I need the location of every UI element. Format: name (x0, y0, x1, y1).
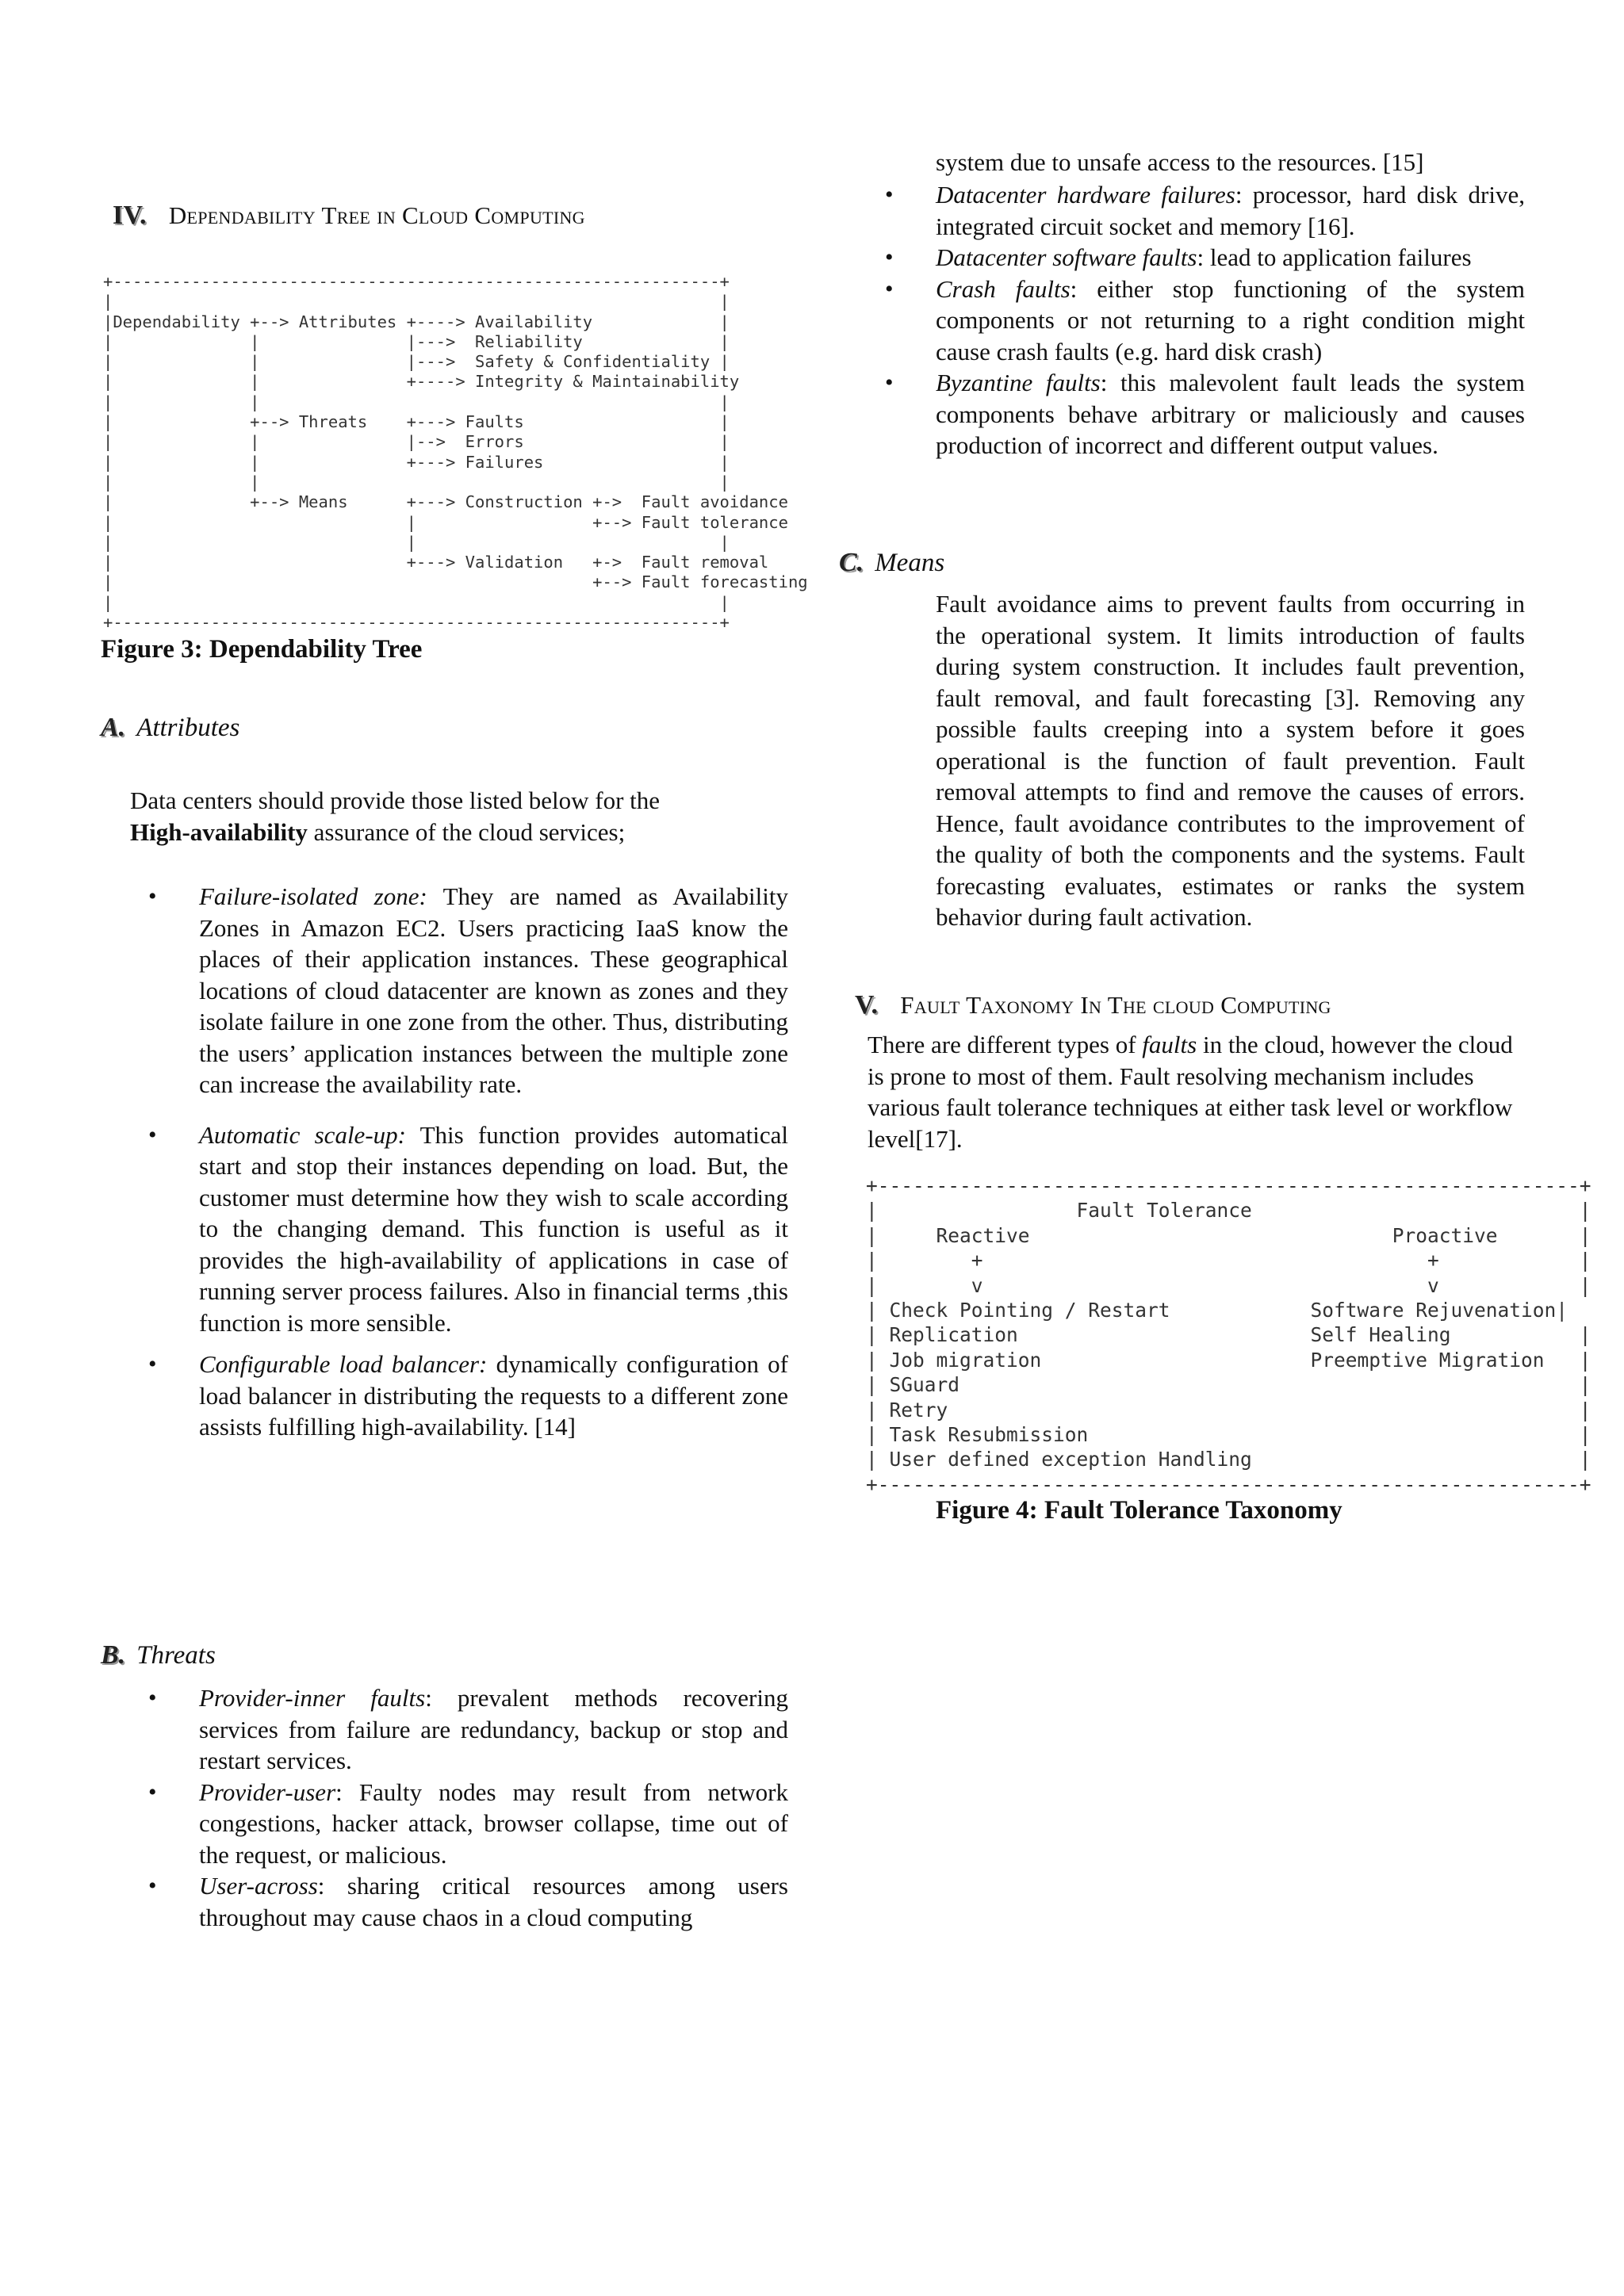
subsection-a-title: Attributes (136, 714, 240, 742)
list-item: • Automatic scale-up: This function provides automatical start and stop their instances depending on load. But, the customer must determine how they wish to scale according to the changing demand. This function is useful as it provides the high-availability of applications in case of running server process failures. Also in financial terms ,this function is more sensible. (148, 1120, 788, 1337)
figure-line: | Fault Tolerance | (866, 1199, 1591, 1223)
means-paragraph: Fault avoidance aims to prevent faults from occurring in the operational system. It limits introduction of faults during system construction. It includes fault prevention, fault removal, and fault forecasting [3]. Removing any possible faults creeping into a system before it goes operational is the function of fault prevention. Fault removal attempts to find and remove the causes of errors. Hence, fault avoidance contributes to the improvement of the quality of both the components and the systems. Fault forecasting evaluates, estimates or ranks the system behavior during fault activation. (936, 590, 1525, 931)
section-5-heading (855, 989, 1331, 1023)
figure-line: | Replication Self Healing | (866, 1323, 1591, 1347)
list-item-term: Provider-inner faults (199, 1684, 426, 1712)
attributes-list (148, 881, 788, 1443)
figure-line: | User defined exception Handling | (866, 1448, 1591, 1471)
list-item-term: Crash faults (936, 274, 1071, 303)
list-item: • Crash faults: either stop functioning of the system components or not returning to a right condition might cause crash faults (e.g. hard disk crash) (885, 274, 1525, 365)
figure-line: | | +---> Failures | (103, 452, 730, 472)
figure-3-lines (103, 272, 808, 633)
list-item: • Provider-inner faults: prevalent methods recovering services from failure are redundancy, backup or stop and restart services. (148, 1684, 788, 1774)
figure-line: | | | (103, 532, 730, 552)
figure-line: | +---> Validation +-> Fault removal (103, 553, 769, 572)
figure-line: | | |---> Reliability | (103, 331, 730, 351)
figure-line: | +--> Means +---> Construction +-> Fault avoidance (103, 492, 788, 512)
figure-line: |Dependability +--> Attributes +----> Availability | (103, 312, 730, 331)
list-item-term: Datacenter hardware failures (936, 181, 1235, 209)
figure-3-caption: Figure 3: Dependability Tree (101, 635, 423, 664)
figure-line: +------------------------------------------------------------+ (866, 1174, 1591, 1197)
figure-line: | SGuard | (866, 1373, 1591, 1397)
subsection-c-heading (839, 547, 944, 580)
section-5-text-pre: There are different types of (868, 1031, 1136, 1058)
section-5-text-italic: faults (1142, 1031, 1197, 1058)
subsection-a-heading (101, 712, 239, 744)
dependability-tree-figure (103, 272, 808, 633)
list-item-term: Provider-user (199, 1777, 336, 1806)
figure-line: +--------------------------------------------------------------+ (103, 613, 730, 633)
subsection-c-title: Means (875, 549, 945, 577)
figure-line: | | |--> Errors | (103, 432, 730, 452)
subsection-b-heading (101, 1640, 216, 1672)
figure-line: | Task Resubmission | (866, 1423, 1591, 1447)
subsection-a-letter: A. (101, 713, 126, 742)
figure-line: | Check Pointing / Restart Software Rejuvenation| (866, 1299, 1568, 1322)
list-item-text: : either stop functioning of the system components or not returning to a right condition might cause crash faults (e.g. hard disk crash) (936, 274, 1525, 365)
list-item-text: : this malevolent fault leads the system components behave arbitrary or maliciously and causes production of incorrect and different output values. (936, 369, 1525, 459)
section-5-text-post: in the cloud, however the cloud is prone to most of them. Fault resolving mechanism includes various fault tolerance techniques at either task level or workflow level[17]. (868, 1031, 1513, 1153)
figure-line: +------------------------------------------------------------+ (866, 1472, 1591, 1496)
list-item: • Datacenter software faults: lead to application failures (885, 243, 1472, 271)
figure-line: | +--> Threats +---> Faults | (103, 412, 730, 432)
figure-line: | | +----> Integrity & Maintainability (103, 372, 740, 392)
list-item-term: Configurable load balancer: (199, 1350, 488, 1378)
list-item-term: Failure-isolated zone: (199, 882, 427, 910)
figure-line: | | |---> Safety & Confidentiality | (103, 352, 730, 372)
list-item-text: : Faulty nodes may result from network congestions, hacker attack, browser collapse, time out of the request, or malicious. (199, 1777, 788, 1869)
figure-line: | | | (103, 392, 730, 411)
subsection-c-letter: C. (839, 548, 864, 577)
figure-line: | Reactive Proactive | (866, 1223, 1591, 1247)
figure-line: | v v | (866, 1273, 1591, 1297)
figure-line: | | (103, 592, 730, 612)
section-5-title: Fault Taxonomy In The cloud Computing (900, 991, 1331, 1019)
list-item-text: This function provides automatical start and stop their instances depending on load. But, the customer must determine how they wish to scale according to the changing demand. This function is useful as it provides the high-availability of applications in case of running server process failures. Also in financial terms ,this function is more sensible. (199, 1120, 788, 1337)
list-item: • Byzantine faults: this malevolent fault leads the system components behave arbitrary or maliciously and causes production of incorrect and different output values. (885, 369, 1525, 459)
attributes-intro (130, 785, 820, 848)
list-item-term: User-across (199, 1872, 318, 1900)
list-item: • Configurable load balancer: dynamically configuration of load balancer in distributing the requests to a different zone assists fulfilling high-availability. [14] (148, 1350, 788, 1441)
figure-line: | | (103, 292, 730, 312)
attributes-intro-post: assurance of the cloud services; (313, 817, 626, 846)
figure-line: +--------------------------------------------------------------+ (103, 272, 730, 291)
list-item: • User-across: sharing critical resources among users throughout may cause chaos in a cloud computing (148, 1872, 788, 1931)
section-5-number: V. (855, 990, 879, 1020)
section-4-heading (113, 200, 585, 233)
figure-line: | | +--> Fault tolerance (103, 512, 788, 532)
threats-list (148, 1682, 788, 1933)
subsection-b-title: Threats (136, 1641, 216, 1670)
attributes-intro-text: Data centers should provide those listed below for the (130, 786, 661, 814)
figure-line: | +--> Fault forecasting (103, 572, 808, 592)
list-item-term: Byzantine faults (936, 369, 1101, 396)
section-5-paragraph (868, 1029, 1534, 1154)
threats-list-continued (885, 179, 1525, 461)
figure-4-caption: Figure 4: Fault Tolerance Taxonomy (936, 1496, 1342, 1525)
section-4-title: Dependability Tree in Cloud Computing (168, 201, 585, 229)
threats-continued: system due to unsafe access to the resources. [15] (936, 148, 1424, 176)
figure-4-lines (866, 1173, 1591, 1497)
figure-line: | | | (103, 472, 730, 492)
list-item: • Datacenter hardware failures: processor, hard disk drive, integrated circuit socket and memory [16]. (885, 181, 1525, 240)
list-item-text: : processor, hard disk drive, integrated circuit socket and memory [16]. (936, 181, 1525, 240)
list-item-text: They are named as Availability Zones in Amazon EC2. Users practicing IaaS know the places of their application instances. These geographical locations of cloud datacenter are known as zones and they isolate failure in one zone from the other. Thus, distributing the users’ application instances between the multiple zone can increase the availability rate. (199, 882, 788, 1098)
list-item-text: : prevalent methods recovering services from failure are redundancy, backup or stop and restart services. (199, 1684, 788, 1774)
list-item-term: Datacenter software faults (936, 243, 1197, 271)
list-item: • Failure-isolated zone: They are named as Availability Zones in Amazon EC2. Users practicing IaaS know the places of their application instances. These geographical locations of cloud datacenter are known as zones and they isolate failure in one zone from the other. Thus, distributing the users’ application instances between the multiple zone can increase the availability rate. (148, 882, 788, 1098)
figure-line: | Retry | (866, 1398, 1591, 1422)
list-item-term: Automatic scale-up: (199, 1120, 406, 1149)
figure-line: | + + | (866, 1249, 1591, 1272)
figure-line: | Job migration Preemptive Migration | (866, 1348, 1591, 1372)
fault-tolerance-figure (866, 1173, 1591, 1497)
list-item-text: dynamically configuration of load balancer in distributing the requests to a different zone assists fulfilling high-availability. [14] (199, 1350, 788, 1441)
list-item: • Provider-user: Faulty nodes may result from network congestions, hacker attack, browser collapse, time out of the request, or malicious. (148, 1777, 788, 1869)
attributes-intro-bold: High-availability (130, 817, 308, 846)
list-item-text: : lead to application failures (1197, 243, 1472, 271)
subsection-b-letter: B. (101, 1640, 126, 1670)
section-4-number: IV. (113, 201, 147, 230)
list-item-text: : sharing critical resources among users throughout may cause chaos in a cloud computing (199, 1872, 788, 1931)
